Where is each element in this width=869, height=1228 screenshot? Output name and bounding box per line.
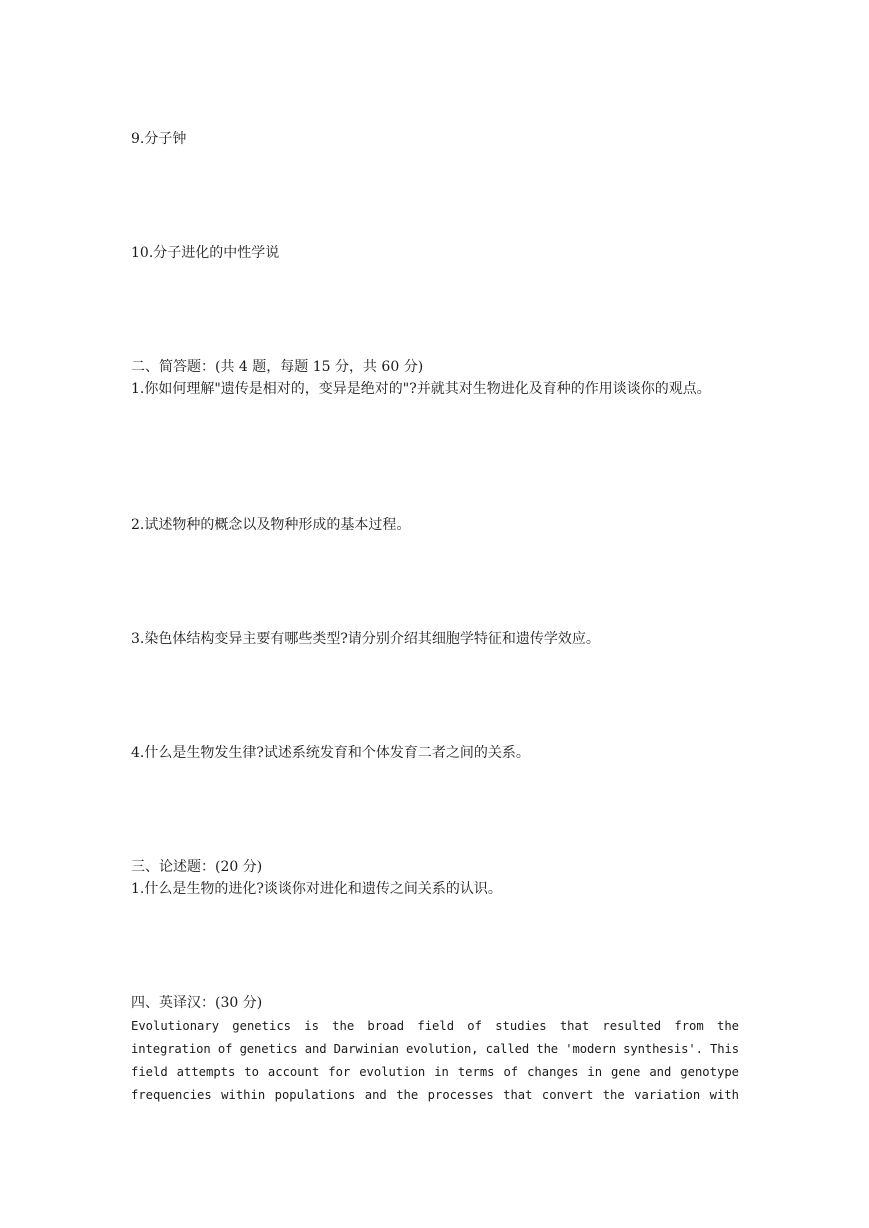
section-2-question-1: 1.你如何理解"遗传是相对的，变异是绝对的"?并就其对生物进化及育种的作用谈谈你的观点。 — [131, 381, 711, 397]
question-10: 10.分子进化的中性学说 — [131, 245, 280, 261]
question-9: 9.分子钟 — [131, 131, 187, 147]
translation-line: frequencies within populations and the processes that convert the variation with — [131, 1088, 739, 1102]
section-2-heading: 二、简答题：(共 4 题，每题 15 分，共 60 分) — [131, 359, 424, 375]
section-2-question-4: 4.什么是生物发生律?试述系统发育和个体发育二者之间的关系。 — [131, 745, 530, 761]
translation-line: Evolutionary genetics is the broad field of studies that resulted from the — [131, 1019, 739, 1033]
translation-line: field attempts to account for evolution in terms of changes in gene and genotype — [131, 1065, 739, 1079]
section-2-question-2: 2.试述物种的概念以及物种形成的基本过程。 — [131, 517, 411, 533]
section-2-question-3: 3.染色体结构变异主要有哪些类型?请分别介绍其细胞学特征和遗传学效应。 — [131, 631, 600, 647]
section-3-question-1: 1.什么是生物的进化?谈谈你对进化和遗传之间关系的认识。 — [131, 881, 502, 897]
translation-line: integration of genetics and Darwinian evolution, called the 'modern synthesis'. This — [131, 1042, 739, 1056]
section-3-heading: 三、论述题：(20 分) — [131, 859, 263, 875]
section-4-heading: 四、英译汉：(30 分) — [131, 995, 263, 1011]
